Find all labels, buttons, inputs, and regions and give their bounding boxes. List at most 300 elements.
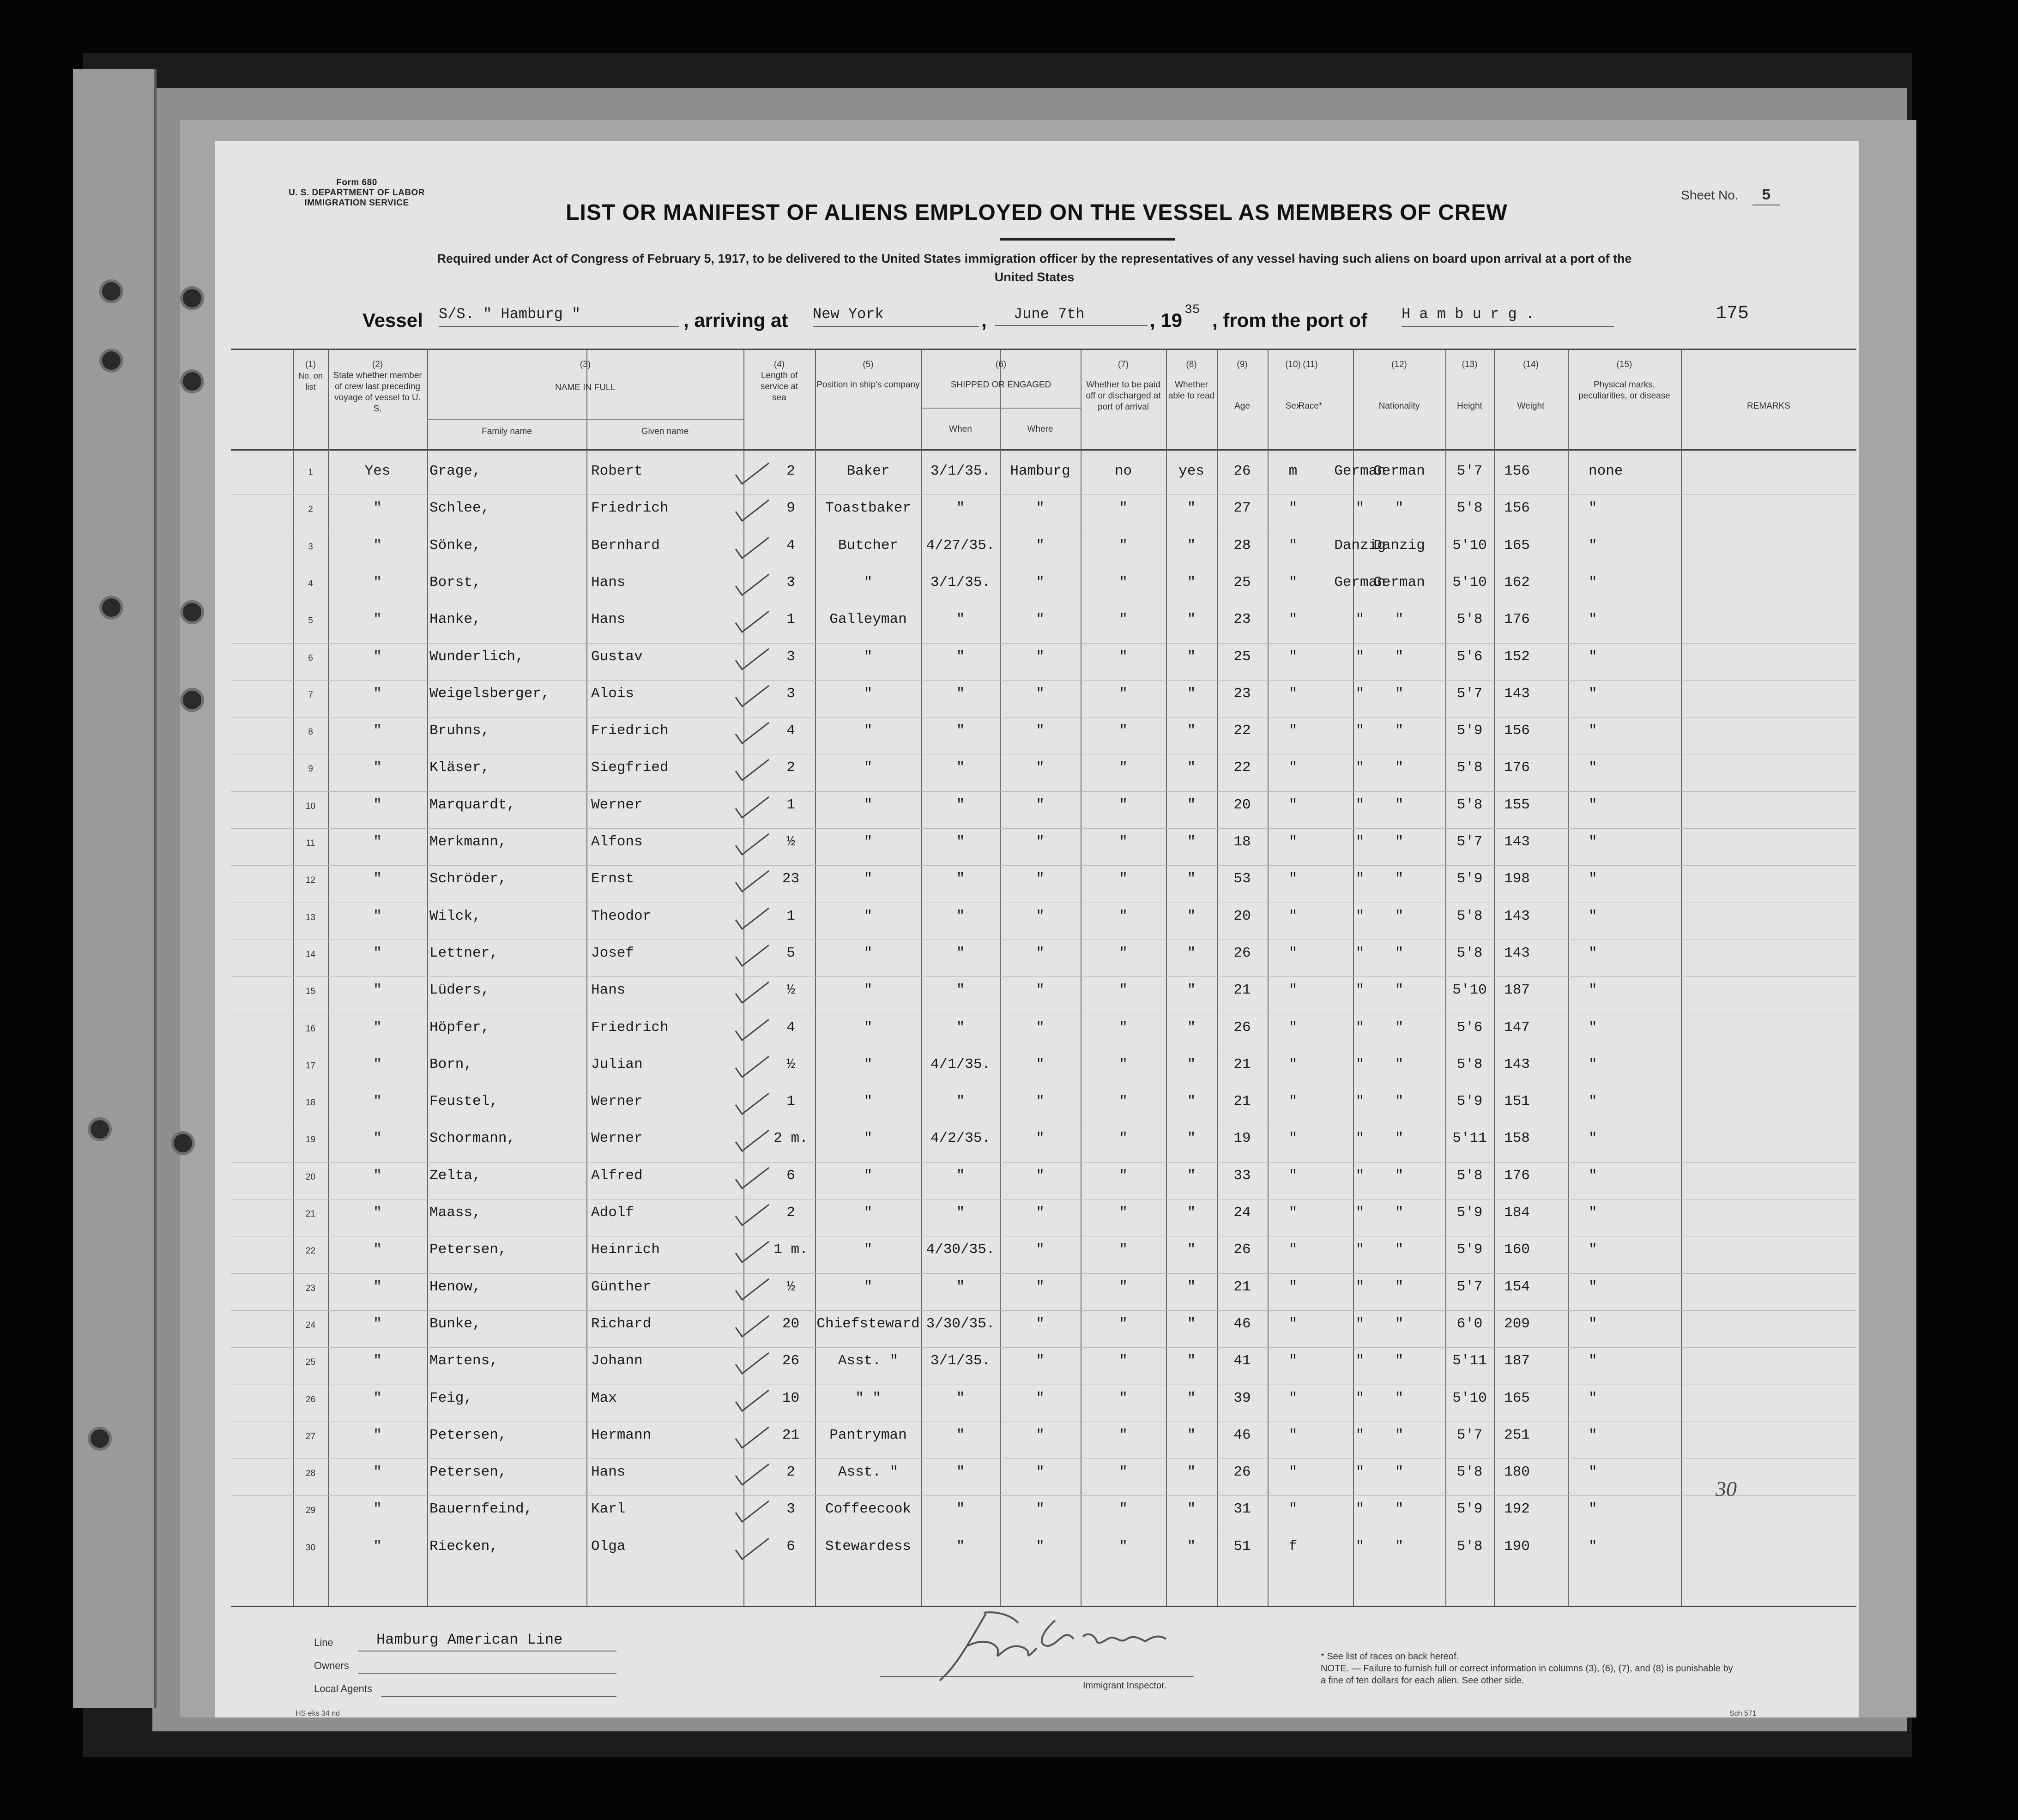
position: " xyxy=(864,945,873,961)
binding-strip xyxy=(73,69,157,1708)
position: " xyxy=(864,1093,873,1110)
col14-number: (14) xyxy=(1523,360,1539,369)
length-of-service: ½ xyxy=(786,982,795,999)
sheet-number-label: Sheet No. xyxy=(1681,188,1739,202)
race: " xyxy=(1355,1353,1365,1369)
height: 5'8 xyxy=(1456,1538,1483,1555)
row-number: 4 xyxy=(308,579,313,589)
age: 21 xyxy=(1233,1056,1251,1073)
race: Danzig xyxy=(1334,537,1386,554)
sheet-number-value: 5 xyxy=(1752,187,1780,205)
tick-mark xyxy=(732,1202,773,1230)
paid-off: " xyxy=(1119,574,1128,591)
row-rule xyxy=(231,494,1856,495)
arriving-label: , arriving at xyxy=(683,309,788,331)
family-name: Hanke, xyxy=(429,611,481,628)
weight: 156 xyxy=(1504,723,1530,739)
previous-voyage: " xyxy=(373,871,382,887)
binder-hole xyxy=(88,1117,112,1141)
row-number: 6 xyxy=(308,653,313,663)
age: 26 xyxy=(1233,463,1251,479)
row-number: 2 xyxy=(308,505,313,515)
family-name: Wilck, xyxy=(429,908,481,924)
row-number: 21 xyxy=(305,1209,316,1219)
race: " xyxy=(1355,1501,1365,1518)
physical-marks: " xyxy=(1589,1538,1597,1555)
col1-header xyxy=(293,359,328,392)
shipped-when-header: When xyxy=(949,424,972,434)
paid-off: " xyxy=(1119,1278,1128,1295)
position: " xyxy=(864,1278,873,1295)
shipped-when: 3/1/35. xyxy=(930,1353,991,1369)
paid-off: " xyxy=(1119,908,1128,924)
tick-mark xyxy=(732,1165,773,1193)
length-of-service: 2 xyxy=(786,1205,795,1221)
previous-voyage: Yes xyxy=(364,463,391,479)
tick-mark xyxy=(732,609,773,637)
height: 6'0 xyxy=(1456,1315,1483,1332)
age: 46 xyxy=(1233,1315,1251,1332)
shipped-when: " xyxy=(956,1278,965,1295)
position: " xyxy=(864,871,873,887)
shipped-where: " xyxy=(1036,1278,1045,1295)
length-of-service: 10 xyxy=(782,1390,800,1406)
shipped-when: " xyxy=(956,500,965,517)
paid-off: " xyxy=(1119,1538,1128,1555)
nationality: " xyxy=(1395,759,1404,776)
shipped-where: " xyxy=(1036,1205,1045,1221)
shipped-when: 4/27/35. xyxy=(926,537,995,554)
vessel-name: S/S. " Hamburg " xyxy=(439,306,679,327)
able-to-read: " xyxy=(1187,796,1196,813)
previous-voyage: " xyxy=(373,1056,382,1073)
previous-voyage: " xyxy=(373,1427,382,1443)
height: 5'8 xyxy=(1456,908,1483,924)
remarks-note: 30 xyxy=(1716,1477,1737,1501)
position: " xyxy=(864,1130,873,1147)
physical-marks: " xyxy=(1589,1427,1597,1443)
family-name: Sönke, xyxy=(429,537,481,554)
age: 25 xyxy=(1233,648,1251,665)
position: " xyxy=(864,1167,873,1184)
shipped-where: " xyxy=(1036,871,1045,887)
binder-hole xyxy=(99,349,123,373)
col11-label: Race* xyxy=(1298,401,1323,411)
given-name: Alfons xyxy=(591,834,643,850)
able-to-read: " xyxy=(1187,1390,1196,1406)
shipped-when: " xyxy=(956,1019,965,1036)
sex: " xyxy=(1288,723,1298,739)
height: 5'9 xyxy=(1456,871,1483,887)
height: 5'9 xyxy=(1456,1241,1483,1258)
shipped-when: " xyxy=(956,1464,965,1481)
binder-hole xyxy=(180,369,204,393)
sex: " xyxy=(1288,759,1298,776)
tick-mark xyxy=(732,1350,773,1378)
weight: 251 xyxy=(1504,1427,1530,1443)
binder-hole xyxy=(99,279,123,303)
nationality: " xyxy=(1395,1538,1404,1555)
col7-number: (7) xyxy=(1118,360,1129,369)
given-name: Friedrich xyxy=(591,723,669,739)
given-name: Hans xyxy=(591,611,626,628)
previous-voyage: " xyxy=(373,1538,382,1555)
able-to-read: " xyxy=(1187,1353,1196,1369)
previous-voyage: " xyxy=(373,1315,382,1332)
able-to-read: " xyxy=(1187,945,1196,961)
position: " xyxy=(864,1019,873,1036)
nationality: " xyxy=(1395,796,1404,813)
physical-marks: " xyxy=(1589,1353,1597,1369)
height: 5'10 xyxy=(1452,1390,1487,1406)
shipped-where: " xyxy=(1036,1315,1045,1332)
weight: 165 xyxy=(1504,1390,1530,1406)
family-name: Kläser, xyxy=(429,759,490,776)
able-to-read: " xyxy=(1187,537,1196,554)
previous-voyage: " xyxy=(373,945,382,961)
age: 24 xyxy=(1233,1205,1251,1221)
age: 22 xyxy=(1233,723,1251,739)
length-of-service: 2 xyxy=(786,1464,795,1481)
previous-voyage: " xyxy=(373,685,382,702)
height: 5'8 xyxy=(1456,1056,1483,1073)
weight: 160 xyxy=(1504,1241,1530,1258)
weight: 184 xyxy=(1504,1205,1530,1221)
tick-mark xyxy=(732,646,773,674)
physical-marks: " xyxy=(1589,1241,1597,1258)
sex: " xyxy=(1288,834,1298,850)
shipped-where: " xyxy=(1036,982,1045,999)
tick-mark xyxy=(732,535,773,563)
col6-label: SHIPPED OR ENGAGED xyxy=(950,380,1051,390)
col13-label: Height xyxy=(1457,401,1482,411)
row-rule xyxy=(231,1162,1856,1163)
col2-number: (2) xyxy=(372,360,383,369)
weight: 187 xyxy=(1504,1353,1530,1369)
column-divider xyxy=(586,350,587,1606)
header-rule xyxy=(231,449,1856,451)
family-name: Grage, xyxy=(429,463,481,479)
height: 5'8 xyxy=(1456,759,1483,776)
race-note: * See list of races on back hereof. xyxy=(1321,1651,1459,1662)
physical-marks: none xyxy=(1589,463,1623,479)
length-of-service: 1 xyxy=(786,611,795,628)
shipped-where: " xyxy=(1036,1241,1045,1258)
sex: " xyxy=(1288,648,1298,665)
paid-off: " xyxy=(1119,1019,1128,1036)
height: 5'6 xyxy=(1456,1019,1483,1036)
age: 53 xyxy=(1233,871,1251,887)
row-rule xyxy=(231,791,1856,792)
length-of-service: 4 xyxy=(786,723,795,739)
age: 18 xyxy=(1233,834,1251,850)
given-name: Richard xyxy=(591,1315,652,1332)
sex: " xyxy=(1288,982,1298,999)
previous-voyage: " xyxy=(373,796,382,813)
row-number: 27 xyxy=(305,1431,316,1441)
nationality: " xyxy=(1395,908,1404,924)
family-name: Weigelsberger, xyxy=(429,685,550,702)
length-of-service: 3 xyxy=(786,648,795,665)
comma-separator: , xyxy=(981,309,987,331)
previous-voyage: " xyxy=(373,1390,382,1406)
able-to-read: " xyxy=(1187,574,1196,591)
physical-marks: " xyxy=(1589,796,1597,813)
nationality: " xyxy=(1395,945,1404,961)
family-name-header: Family name xyxy=(482,427,532,436)
nationality: " xyxy=(1395,1278,1404,1295)
paid-off: " xyxy=(1119,685,1128,702)
weight: 156 xyxy=(1504,463,1530,479)
col8-header xyxy=(1166,359,1217,402)
previous-voyage: " xyxy=(373,1501,382,1518)
length-of-service: 5 xyxy=(786,945,795,961)
tick-mark xyxy=(732,757,773,785)
race: " xyxy=(1355,611,1365,628)
page-subtitle: Required under Act of Congress of February 5, 1917, to be delivered to the United States immigration officer by the representatives of any vessel having such aliens on board upon arrival at a port of the United States xyxy=(437,252,1632,284)
family-name: Höpfer, xyxy=(429,1019,490,1036)
row-number: 30 xyxy=(305,1543,316,1553)
paid-off: " xyxy=(1119,611,1128,628)
race: " xyxy=(1355,908,1365,924)
row-rule xyxy=(231,1495,1856,1496)
physical-marks: " xyxy=(1589,871,1597,887)
binder-hole xyxy=(180,688,204,712)
shipped-when: " xyxy=(956,1167,965,1184)
shipped-when: " xyxy=(956,723,965,739)
department-name: U. S. DEPARTMENT OF LABOR xyxy=(289,188,425,198)
row-number: 13 xyxy=(305,912,316,922)
sex: " xyxy=(1288,611,1298,628)
shipped-when: " xyxy=(956,1093,965,1110)
sex: " xyxy=(1288,796,1298,813)
family-name: Merkmann, xyxy=(429,834,507,850)
col6-header xyxy=(921,359,1081,391)
physical-marks: " xyxy=(1589,945,1597,961)
form-number: Form 680 xyxy=(336,178,377,187)
col8-label: Whether able to read xyxy=(1168,380,1215,401)
able-to-read: " xyxy=(1187,611,1196,628)
nationality: " xyxy=(1395,723,1404,739)
previous-voyage: " xyxy=(373,908,382,924)
shipped-where: " xyxy=(1036,1353,1045,1369)
age: 31 xyxy=(1233,1501,1251,1518)
age: 20 xyxy=(1233,908,1251,924)
col1-number: (1) xyxy=(305,360,316,369)
agents-underline xyxy=(381,1696,616,1697)
shipped-when: " xyxy=(956,759,965,776)
given-name: Johann xyxy=(591,1353,643,1369)
shipped-where: " xyxy=(1036,537,1045,554)
age: 26 xyxy=(1233,1019,1251,1036)
paid-off: " xyxy=(1119,1353,1128,1369)
given-name: Bernhard xyxy=(591,537,660,554)
inspector-label: Immigrant Inspector. xyxy=(1083,1681,1167,1691)
col3-header xyxy=(427,359,743,393)
col12-number: (12) xyxy=(1391,360,1407,369)
length-of-service: 1 xyxy=(786,796,795,813)
note-text: — Failure to furnish full or correct information in columns (3), (6), (7), and (8) is punishable by a fine of ten dollars for each alien. See other side. xyxy=(1321,1663,1733,1686)
tick-mark xyxy=(732,1017,773,1045)
length-of-service: 3 xyxy=(786,1501,795,1518)
able-to-read: " xyxy=(1187,871,1196,887)
position: " xyxy=(864,908,873,924)
previous-voyage: " xyxy=(373,1167,382,1184)
given-name: Alfred xyxy=(591,1167,643,1184)
race: " xyxy=(1355,1538,1365,1555)
sex: " xyxy=(1288,1093,1298,1110)
page-number: 175 xyxy=(1716,303,1749,324)
given-name: Gustav xyxy=(591,648,643,665)
family-name: Bruhns, xyxy=(429,723,490,739)
paid-off: " xyxy=(1119,982,1128,999)
physical-marks: " xyxy=(1589,834,1597,850)
col3-number: (3) xyxy=(580,360,591,369)
height: 5'10 xyxy=(1452,574,1487,591)
sex: " xyxy=(1288,908,1298,924)
position: Pantryman xyxy=(829,1427,907,1443)
row-number: 26 xyxy=(305,1394,316,1404)
sex: " xyxy=(1288,1427,1298,1443)
given-name: Theodor xyxy=(591,908,652,924)
race: " xyxy=(1355,1464,1365,1481)
race: German xyxy=(1334,574,1386,591)
given-name: Friedrich xyxy=(591,500,669,517)
shipped-when: " xyxy=(956,1538,965,1555)
tick-mark xyxy=(732,1239,773,1267)
given-name: Hermann xyxy=(591,1427,652,1443)
physical-marks: " xyxy=(1589,1278,1597,1295)
previous-voyage: " xyxy=(373,500,382,517)
col6-subrule xyxy=(921,408,1081,409)
row-number: 18 xyxy=(305,1098,316,1108)
position: " " xyxy=(855,1390,881,1406)
position: " xyxy=(864,1241,873,1258)
given-name: Julian xyxy=(591,1056,643,1073)
col12-header xyxy=(1353,359,1445,412)
shipped-when: 3/30/35. xyxy=(926,1315,995,1332)
weight: 155 xyxy=(1504,796,1530,813)
family-name: Wunderlich, xyxy=(429,648,524,665)
height: 5'7 xyxy=(1456,1278,1483,1295)
column-divider xyxy=(427,350,428,1606)
length-of-service: 2 xyxy=(786,759,795,776)
tick-mark xyxy=(732,1277,773,1304)
row-rule xyxy=(231,680,1856,681)
nationality: " xyxy=(1395,1501,1404,1518)
tick-mark xyxy=(732,980,773,1007)
height: 5'7 xyxy=(1456,834,1483,850)
crew-table xyxy=(231,349,1856,1607)
shipped-when: " xyxy=(956,1427,965,1443)
weight: 198 xyxy=(1504,871,1530,887)
manifest-page xyxy=(215,141,1859,1718)
col2-header xyxy=(330,359,425,415)
remarks-header: REMARKS xyxy=(1747,401,1790,411)
able-to-read: " xyxy=(1187,1093,1196,1110)
nationality: " xyxy=(1395,648,1404,665)
family-name: Born, xyxy=(429,1056,473,1073)
given-name: Max xyxy=(591,1390,617,1406)
weight: 180 xyxy=(1504,1464,1530,1481)
shipped-where: " xyxy=(1036,611,1045,628)
col7-label: Whether to be paid off or discharged at port of arrival xyxy=(1086,380,1161,412)
shipped-when: " xyxy=(956,908,965,924)
previous-voyage: " xyxy=(373,1093,382,1110)
paid-off: " xyxy=(1119,648,1128,665)
weight: 147 xyxy=(1504,1019,1530,1036)
sex: " xyxy=(1288,1019,1298,1036)
length-of-service: 4 xyxy=(786,1019,795,1036)
row-rule xyxy=(231,1273,1856,1274)
row-number: 23 xyxy=(305,1283,316,1293)
tick-mark xyxy=(732,572,773,600)
shipped-when: " xyxy=(956,1390,965,1406)
paid-off: " xyxy=(1119,1056,1128,1073)
race: " xyxy=(1355,1427,1365,1443)
service-name: IMMIGRATION SERVICE xyxy=(304,198,409,208)
shipped-where: " xyxy=(1036,723,1045,739)
weight: 143 xyxy=(1504,834,1530,850)
physical-marks: " xyxy=(1589,685,1597,702)
weight: 151 xyxy=(1504,1093,1530,1110)
inspector-underline xyxy=(880,1676,1194,1677)
race: " xyxy=(1355,1019,1365,1036)
row-number: 3 xyxy=(308,542,313,552)
shipped-when: 3/1/35. xyxy=(930,574,991,591)
col12-label: Nationality xyxy=(1378,401,1420,411)
family-name: Petersen, xyxy=(429,1241,507,1258)
col7-header xyxy=(1083,359,1164,413)
shipped-where: " xyxy=(1036,1019,1045,1036)
race: " xyxy=(1355,1093,1365,1110)
height: 5'6 xyxy=(1456,648,1483,665)
age: 28 xyxy=(1233,537,1251,554)
shipped-where: " xyxy=(1036,500,1045,517)
given-name: Adolf xyxy=(591,1205,634,1221)
physical-marks: " xyxy=(1589,759,1597,776)
able-to-read: " xyxy=(1187,1167,1196,1184)
shipped-when: " xyxy=(956,945,965,961)
able-to-read: " xyxy=(1187,1315,1196,1332)
nationality: " xyxy=(1395,1353,1404,1369)
family-name: Schormann, xyxy=(429,1130,516,1147)
position: " xyxy=(864,796,873,813)
shipped-where: " xyxy=(1036,1427,1045,1443)
owners-label: Owners xyxy=(314,1660,349,1671)
page-title: LIST OR MANIFEST OF ALIENS EMPLOYED ON THE VESSEL AS MEMBERS OF CREW xyxy=(566,200,1508,225)
sex: " xyxy=(1288,871,1298,887)
tick-mark xyxy=(732,1314,773,1341)
able-to-read: " xyxy=(1187,648,1196,665)
paid-off: " xyxy=(1119,1464,1128,1481)
col5-label: Position in ship's company xyxy=(816,380,920,390)
binder-hole xyxy=(180,286,204,310)
height: 5'9 xyxy=(1456,1205,1483,1221)
previous-voyage: " xyxy=(373,1464,382,1481)
family-name: Petersen, xyxy=(429,1427,507,1443)
age: 26 xyxy=(1233,1241,1251,1258)
col11-header xyxy=(1268,359,1353,412)
physical-marks: " xyxy=(1589,723,1597,739)
shipped-when: " xyxy=(956,648,965,665)
col10-label: Sex xyxy=(1285,401,1301,411)
row-rule xyxy=(231,1347,1856,1348)
note-label: NOTE. xyxy=(1321,1663,1349,1674)
able-to-read: " xyxy=(1187,759,1196,776)
height: 5'8 xyxy=(1456,500,1483,517)
shipped-where: " xyxy=(1036,1167,1045,1184)
